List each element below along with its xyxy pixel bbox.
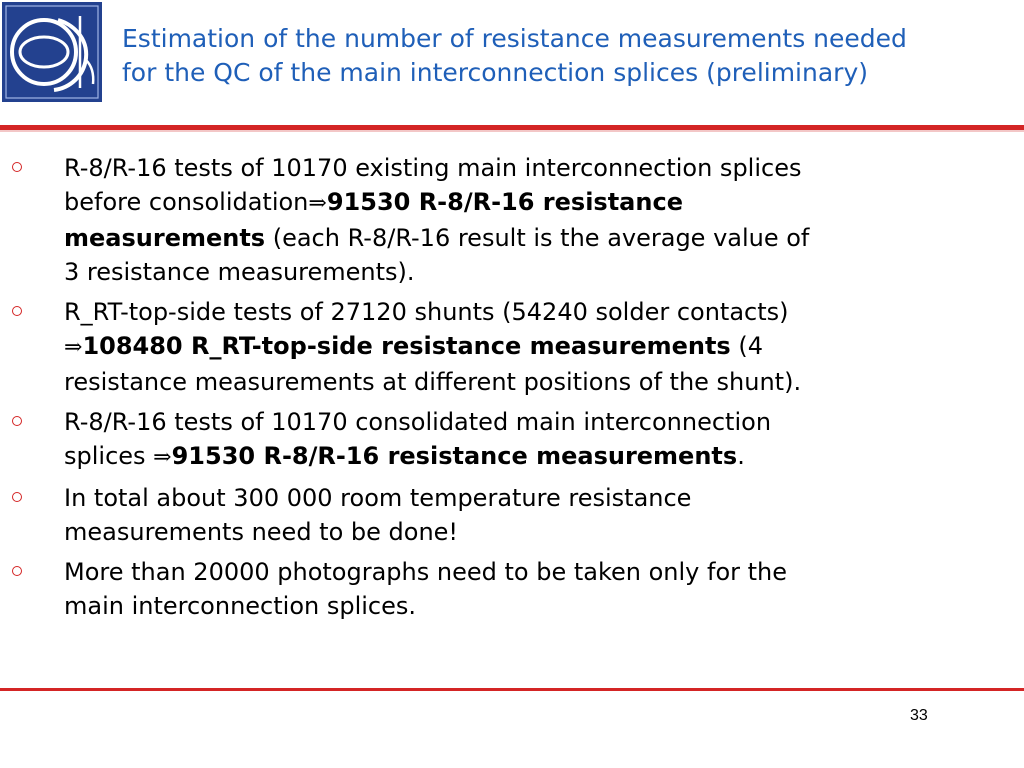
text-segment: main interconnection splices. (64, 592, 417, 620)
bullet-marker-icon (12, 162, 22, 172)
highlight-segment: 108480 R_RT-top-side resistance measurements (82, 332, 731, 360)
bullet-line (64, 515, 984, 549)
slide-title-line-2: for the QC of the main interconnection splices (preliminary) (122, 58, 868, 87)
bullet-item-3 (12, 405, 1012, 475)
highlight-segment: measurements (64, 224, 266, 252)
cern-logo-icon (2, 2, 102, 102)
slide-title (122, 22, 1022, 90)
slide-title-line-1: Estimation of the number of resistance measurements needed (122, 24, 907, 53)
text-segment: R_RT-top-side tests of 27120 shunts (54240 solder contacts) (64, 298, 789, 326)
title-divider-shadow (0, 130, 1024, 132)
bullet-line (64, 221, 984, 255)
bullet-marker-icon (12, 566, 22, 576)
bullet-marker-icon (12, 306, 22, 316)
text-segment: measurements need to be done! (64, 518, 459, 546)
bullet-line (64, 185, 984, 221)
bullet-line (64, 589, 984, 623)
bullet-line (64, 295, 984, 329)
text-segment: splices (64, 442, 154, 470)
bullet-text (64, 481, 984, 549)
text-segment: . (737, 442, 745, 470)
page-number: 33 (910, 707, 928, 724)
bullet-item-4 (12, 481, 1012, 549)
highlight-segment: 91530 R-8/R-16 resistance measurements (171, 442, 738, 470)
text-segment: R-8/R-16 tests of 10170 existing main interconnection splices (64, 154, 802, 182)
bullet-item-2 (12, 295, 1012, 399)
text-segment: R-8/R-16 tests of 10170 consolidated main interconnection (64, 408, 772, 436)
bullet-list (12, 151, 1012, 629)
bullet-line (64, 405, 984, 439)
implies-arrow-icon: ⇒ (153, 445, 172, 470)
implies-arrow-icon: ⇒ (64, 335, 83, 360)
footer-divider (0, 688, 1024, 691)
highlight-segment: 91530 R-8/R-16 resistance (326, 188, 683, 216)
text-segment: before consolidation (64, 188, 309, 216)
bullet-line (64, 365, 984, 399)
bullet-line (64, 151, 984, 185)
bullet-line (64, 255, 984, 289)
text-segment: resistance measurements at different positions of the shunt). (64, 368, 802, 396)
text-segment: In total about 300 000 room temperature resistance (64, 484, 692, 512)
bullet-line (64, 555, 984, 589)
bullet-line (64, 439, 984, 475)
bullet-text (64, 405, 984, 475)
cern-logo (2, 2, 102, 102)
text-segment: 3 resistance measurements). (64, 258, 415, 286)
bullet-marker-icon (12, 492, 22, 502)
bullet-line (64, 481, 984, 515)
text-segment: (4 (730, 332, 763, 360)
bullet-line (64, 329, 984, 365)
bullet-text (64, 555, 984, 623)
bullet-marker-icon (12, 416, 22, 426)
bullet-text (64, 151, 984, 289)
bullet-text (64, 295, 984, 399)
text-segment: More than 20000 photographs need to be taken only for the (64, 558, 788, 586)
bullet-item-5 (12, 555, 1012, 623)
bullet-item-1 (12, 151, 1012, 289)
text-segment: (each R-8/R-16 result is the average value of (265, 224, 810, 252)
implies-arrow-icon: ⇒ (308, 191, 327, 216)
